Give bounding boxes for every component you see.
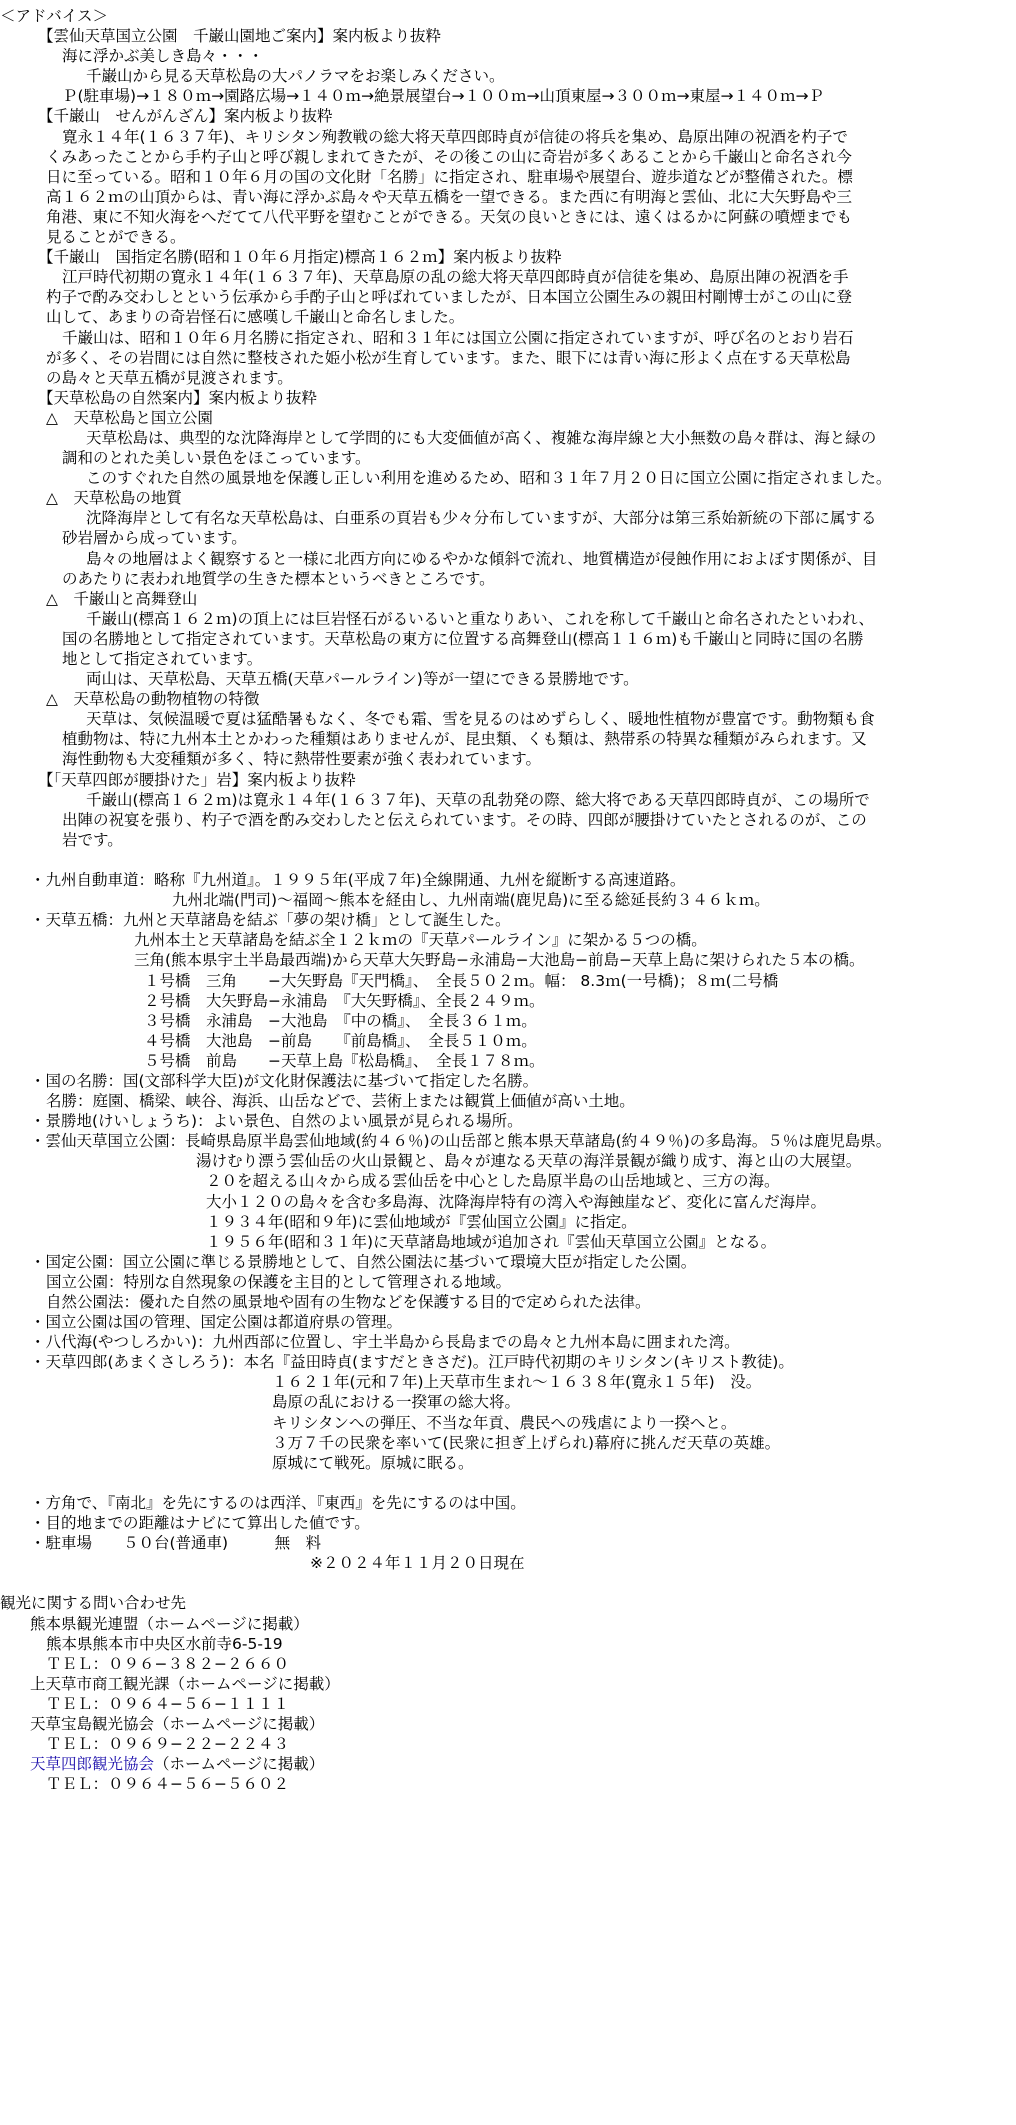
text-line: 海に浮かぶ美しき島々・・・: [62, 47, 264, 66]
note-line: 島原の乱における一揆軍の総大将。: [272, 1393, 521, 1412]
note-line: １９３４年(昭和９年)に雲仙地域が『雲仙国立公園』に指定。: [206, 1212, 637, 1231]
text-line: 寛永１４年(１６３７年)、キリシタン殉教戦の総大将天草四郎時貞が信徒の将兵を集め、島原出陣の祝酒を杓子で: [62, 127, 848, 146]
text-line: くみあったことから手杓子山と呼び親しまれてきたが、その後この山に奇岩が多くあることから千巌山と命名され今: [46, 147, 852, 166]
text-line: 山して、あまりの奇岩怪石に感嘆し千巌山と命名しました。: [46, 308, 465, 327]
contact-line: ＴＥＬ：０９６−３８２−２６６０: [46, 1654, 289, 1673]
text-line: 海性動物も大変種類が多く、特に熱帯性要素が強く表われています。: [62, 750, 541, 769]
text-line: の島々と天草五橋が見渡されます。: [46, 368, 293, 387]
contact-list: [0, 1593, 1016, 1794]
note-line: ・国の名勝：国(文部科学大臣)が文化財保護法に基づいて指定した名勝。: [30, 1071, 539, 1090]
text-line: 【千巌山 せんがんざん】案内板より抜粋: [38, 107, 333, 126]
note-line: 九州本土と天草諸島を結ぶ全１２ｋｍの『天草パールライン』に架かる５つの橋。: [134, 931, 707, 950]
text-line: 地として指定されています。: [62, 650, 263, 668]
note-line: ・国立公園は国の管理、国定公園は都道府県の管理。: [30, 1313, 403, 1332]
text-line: 千巌山(標高１６２ｍ)の頂上には巨岩怪石がるいるいと重なりあい、これを称して千巌山と命名されたといわれ、: [86, 609, 875, 628]
note-line: ・天草五橋：九州と天草諸島を結ぶ「夢の架け橋」として誕生した。: [30, 911, 511, 930]
note-line: ２０を超える山々から成る雲仙岳を中心とした島原半島の山岳地域と、三方の海。: [206, 1172, 780, 1191]
contact-line: 上天草市商工観光課（ホームページに掲載）: [30, 1674, 340, 1693]
note-line: 名勝：庭園、橋梁、峡谷、海浜、山岳などで、芸術上または観賞上価値が高い土地。: [46, 1092, 635, 1111]
contact-line[interactable]: [0, 1754, 1016, 1774]
note-line: ・雲仙天草国立公園：長崎県島原半島雲仙地域(約４６％)の山岳部と熊本県天草諸島(約４９％)の多島海。５％は鹿児島県。: [30, 1132, 892, 1151]
text-line: 植動物は、特に九州本土とかわった種類はありませんが、昆虫類、くも類は、熱帯系の特異な種類がみられます。又: [62, 730, 867, 749]
note-line: ３号橋 永浦島 −大池島 『中の橋』、 全長３６１ｍ。: [144, 1011, 537, 1030]
note-line: ・国定公園：国立公園に準じる景勝地として、自然公園法に基づいて環境大臣が指定した公園。: [30, 1252, 697, 1271]
text-line: △ 千巌山と高舞登山: [46, 589, 198, 608]
text-line: 調和のとれた美しい景色をほこっています。: [62, 449, 371, 468]
contact-line: ＴＥＬ：０９６４−５６−５６０２: [46, 1775, 289, 1794]
text-line: 出陣の祝宴を張り、杓子で酒を酌み交わしたと伝えられています。その時、四郎が腰掛けていたとされるのが、この: [62, 810, 867, 829]
note-line: １９５６年(昭和３１年)に天草諸島地域が追加され『雲仙天草国立公園』となる。: [206, 1232, 777, 1251]
note-line: １号橋 三角 −大矢野島『天門橋』、 全長５０２ｍ。幅： 8.3ｍ(一号橋)；８ｍ(二号橋: [144, 971, 779, 990]
note-line: 大小１２０の島々を含む多島海、沈降海岸特有の湾入や海蝕崖など、変化に富んだ海岸。: [206, 1192, 827, 1211]
note-line: 原城にて戦死。原城に眠る。: [272, 1453, 474, 1472]
contact-line: ＴＥＬ：０９６４−５６−１１１１: [46, 1694, 289, 1713]
text-line: 江戸時代初期の寛永１４年(１６３７年)、天草島原の乱の総大将天草四郎時貞が信徒を集め、島原出陣の祝酒を手: [62, 268, 849, 287]
note-line: ３万７千の民衆を率いて(民衆に担ぎ上げられ)幕府に挑んだ天草の英雄。: [272, 1433, 781, 1452]
note-line: ・九州自動車道：略称『九州道』。１９９５年(平成７年)全線開通、九州を縦断する高速道路。: [30, 871, 686, 890]
tips-list: [0, 1493, 1016, 1573]
text-line: 沈降海岸として有名な天草松島は、白亜系の頁岩も少々分布していますが、大部分は第三系始新統の下部に属する: [86, 509, 877, 528]
association-link[interactable]: 天草四郎観光協会: [30, 1755, 155, 1774]
text-line: 砂岩層から成っています。: [62, 529, 247, 548]
signboard-excerpts: [0, 26, 1016, 850]
text-line: 角港、東に不知火海をへだてて八代平野を望むことができる。天気の良いときには、遠くはるかに阿蘇の噴煙までも: [46, 207, 853, 226]
contact-line: 熊本県観光連盟（ホームページに掲載）: [30, 1614, 309, 1633]
text-line: 千巌山(標高１６２ｍ)は寛永１４年(１６３７年)、天草の乱勃発の際、総大将である天草四郎時貞が、この場所で: [86, 790, 870, 809]
text-line: 杓子で酌み交わしとという伝承から手酌子山と呼ばれていましたが、日本国立公園生みの親田村剛博士がこの山に登: [46, 288, 853, 307]
contact-line: 天草宝島観光協会（ホームページに掲載）: [30, 1714, 325, 1733]
text-line: 見ることができる。: [46, 228, 186, 247]
text-line: のあたりに表われ地質学の生きた標本というべきところです。: [62, 569, 495, 588]
text-line: Ｐ(駐車場)→１８０ｍ→園路広場→１４０ｍ→絶景展望台→１００ｍ→山頂東屋→３００ｍ→東屋→１４０ｍ→Ｐ: [62, 87, 824, 106]
text-line: 島々の地層はよく観察すると一様に北西方向にゆるやかな傾斜で流れ、地質構造が侵蝕作用におよぼす関係が、目: [86, 549, 878, 568]
note-line: ・八代海(やつしろかい)：九州西部に位置し、宇土半島から長島までの島々と九州本島に囲まれた湾。: [30, 1333, 740, 1352]
tip-line: ・目的地までの距離はナビにて算出した値です。: [30, 1514, 370, 1533]
spacer: [0, 850, 1016, 870]
tip-line: ・駐車場 ５０台(普通車) 無 料: [30, 1534, 322, 1553]
note-line: 自然公園法：優れた自然の風景地や固有の生物などを保護する目的で定められた法律。: [46, 1293, 651, 1311]
text-line: △ 天草松島と国立公園: [46, 408, 213, 427]
note-line: ・天草四郎(あまくさしろう)：本名『益田時貞(ますだときさだ)。江戸時代初期のキリシタン(キリスト教徒)。: [30, 1353, 794, 1372]
note-line: １６２１年(元和７年)上天草市生まれ〜１６３８年(寛永１５年) 没。: [272, 1373, 762, 1392]
text-line: 千巌山は、昭和１０年６月名勝に指定され、昭和３１年には国立公園に指定されていますが、呼び名のとおり岩石: [62, 328, 854, 347]
note-line: ４号橋 大池島 −前島 『前島橋』、 全長５１０ｍ。: [144, 1031, 537, 1050]
text-line: 天草は、気候温暖で夏は猛酷暑もなく、冬でも霜、雪を見るのはめずらしく、暖地性植物が豊富です。動物類も食: [86, 710, 875, 729]
note-line: ・景勝地(けいしょうち)：よい景色、自然のよい風景が見られる場所。: [30, 1112, 523, 1131]
note-line: 九州北端(門司)〜福岡〜熊本を経由し、九州南端(鹿児島)に至る総延長約３４６ｋｍ。: [172, 891, 770, 910]
text-line: 【天草松島の自然案内】案内板より抜粋: [38, 388, 318, 407]
spacer: [0, 1573, 1016, 1593]
spacer: [0, 1473, 1016, 1493]
text-line: 【「天草四郎が腰掛けた」岩】案内板より抜粋: [38, 770, 356, 789]
note-line: ２号橋 大矢野島−永浦島 『大矢野橋』、全長２４９ｍ。: [144, 991, 545, 1010]
text-line: 岩です。: [62, 830, 123, 849]
advice-heading: ＜アドバイス＞: [0, 7, 109, 25]
note-line: 国立公園：特別な自然現象の保護を主目的として管理される地域。: [46, 1272, 512, 1291]
text-line: 国の名勝地として指定されています。天草松島の東方に位置する高舞登山(標高１１６ｍ)も千巌山と同時に国の名勝: [62, 629, 864, 648]
note-line: キリシタンへの弾圧、不当な年貢、農民への残虐により一揆へと。: [272, 1413, 737, 1432]
notes-list: [0, 870, 1016, 1473]
link-suffix: （ホームページに掲載）: [154, 1755, 325, 1774]
text-line: △ 天草松島の地質: [46, 489, 182, 508]
note-line: 湯けむり漂う雲仙岳の火山景観と、島々が連なる天草の海洋景観が織り成す、海と山の大展望。: [196, 1152, 862, 1171]
text-line: 【千巌山 国指定名勝(昭和１０年６月指定)標高１６２ｍ】案内板より抜粋: [38, 248, 562, 267]
contact-line: 観光に関する問い合わせ先: [0, 1594, 187, 1613]
text-line: 千巌山から見る天草松島の大パノラマをお楽しみください。: [86, 67, 505, 86]
text-line: 高１６２ｍの山頂からは、青い海に浮かぶ島々や天草五橋を一望できる。また西に有明海と雲仙、北に大矢野島や三: [46, 187, 853, 206]
tip-line: ・方角で、『南北』を先にするのは西洋、『東西』を先にするのは中国。: [30, 1493, 526, 1512]
text-line: このすぐれた自然の風景地を保護し正しい利用を進めるため、昭和３１年７月２０日に国立公園に指定されました。: [86, 469, 892, 488]
text-line: 天草松島は、典型的な沈降海岸として学問的にも大変価値が高く、複雑な海岸線と大小無数の島々群は、海と緑の: [86, 428, 877, 447]
text-line: 両山は、天草松島、天草五橋(天草パールライン)等が一望にできる景勝地です。: [86, 670, 639, 689]
text-line: 日に至っている。昭和１０年６月の国の文化財「名勝」に指定され、駐車場や展望台、遊歩道などが整備された。標: [46, 167, 853, 186]
contact-line: 熊本県熊本市中央区水前寺6-5-19: [46, 1634, 283, 1653]
tip-line: ※２０２４年１１月２０日現在: [310, 1554, 525, 1573]
contact-line: ＴＥＬ：０９６９−２２−２２４３: [46, 1735, 289, 1754]
text-line: △ 天草松島の動物植物の特徴: [46, 690, 260, 709]
text-line: が多く、その岩間には自然に整枝された姫小松が生育しています。また、眼下には青い海に形よく点在する天草松島: [46, 348, 851, 367]
note-line: 三角(熊本県宇土半島最西端)から天草大矢野島−永浦島−大池島−前島−天草上島に架けられた５本の橋。: [134, 951, 865, 970]
note-line: ５号橋 前島 −天草上島『松島橋』、 全長１７８ｍ。: [144, 1051, 545, 1070]
text-line: 【雲仙天草国立公園 千巌山園地ご案内】案内板より抜粋: [38, 27, 442, 46]
